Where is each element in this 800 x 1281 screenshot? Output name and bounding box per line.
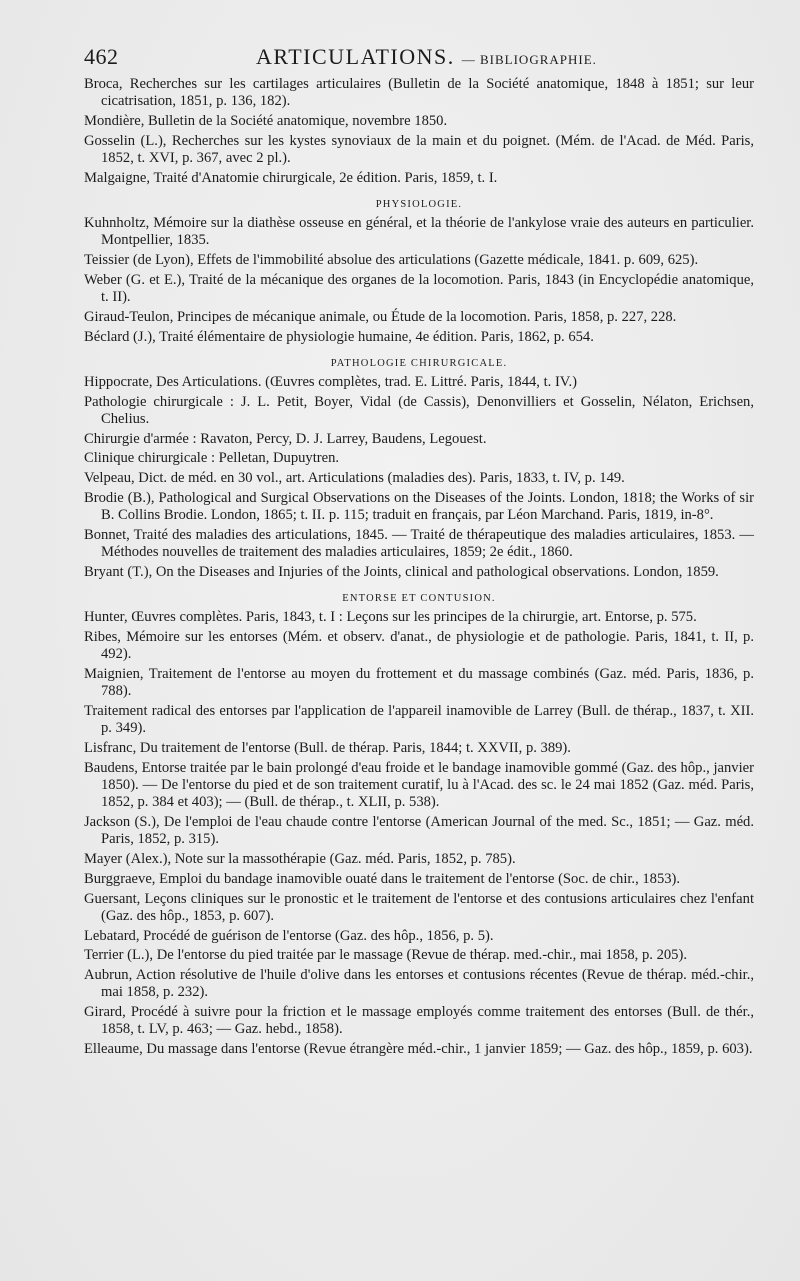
running-title-sub: — BIBLIOGRAPHIE. [461,52,597,67]
page-number: 462 [84,44,119,69]
bibliography-entry: Kuhnholtz, Mémoire sur la diathèse osseuse en général, et la théorie de l'ankylose vraie des auteurs en particulier. Montpellier, 1835. [84,215,754,249]
bibliography-entry: Bonnet, Traité des maladies des articulations, 1845. — Traité de thérapeutique des maladies articulaires, 1853. — Méthodes nouvelles de traitement des maladies articulaires, 1859; 2e édit., 1860. [84,526,754,561]
bibliography-body [84,76,754,1058]
page-header [84,40,754,76]
bibliography-entry: Traitement radical des entorses par l'application de l'appareil inamovible de Larrey (Bull. de thérap., 1837, t. XII. p. 349). [84,702,754,737]
bibliography-entry: Chirurgie d'armée : Ravaton, Percy, D. J. Larrey, Baudens, Legouest. [84,430,487,447]
bibliography-entry: Clinique chirurgicale : Pelletan, Dupuytren. [84,450,340,467]
bibliography-entry: Brodie (B.), Pathological and Surgical Observations on the Diseases of the Joints. London, 1818; the Works of sir B. Collins Brodie. London, 1865; t. II. p. 115; traduit en français, par Léon Marchand. Paris, 1819, in-8°. [84,489,754,524]
bibliography-entry: Hippocrate, Des Articulations. (Œuvres complètes, trad. E. Littré. Paris, 1844, t. IV.) [84,373,577,390]
running-title-main: ARTICULATIONS. [256,44,455,69]
bibliography-entry: Velpeau, Dict. de méd. en 30 vol., art. Articulations (maladies des). Paris, 1833, t. IV, p. 149. [84,470,625,487]
bibliography-entry: Teissier (de Lyon), Effets de l'immobilité absolue des articulations (Gazette médicale, 1841. p. 609, 625). [84,252,699,268]
bibliography-entry: Giraud-Teulon, Principes de mécanique animale, ou Étude de la locomotion. Paris, 1858, p. 227, 228. [84,308,677,325]
running-title [256,44,597,70]
bibliography-entry: Bryant (T.), On the Diseases and Injuries of the Joints, clinical and pathological observations. London, 1859. [84,563,719,580]
bibliography-entry: Terrier (L.), De l'entorse du pied traitée par le massage (Revue de thérap. med.-chir., mai 1858, p. 205). [84,947,687,964]
bibliography-entry: Burggraeve, Emploi du bandage inamovible ouaté dans le traitement de l'entorse (Soc. de chir., 1853). [84,870,681,887]
bibliography-entry: Malgaigne, Traité d'Anatomie chirurgicale, 2e édition. Paris, 1859, t. I. [84,169,498,186]
bibliography-entry: Baudens, Entorse traitée par le bain prolongé d'eau froide et le bandage inamovible gommé (Gaz. des hôp., janvier 1850). — De l'entorse du pied et de son traitement curatif, lu à l'Acad. des sc. le 24 mai 1852 (Gaz. méd. Paris, 1852, p. 384 et 403); — (Bull. de thérap., t. XLII, p. 538). [84,759,754,811]
bibliography-entry: Gosselin (L.), Recherches sur les kystes synoviaux de la main et du poignet. (Mém. de l'Acad. de Méd. Paris, 1852, t. XVI, p. 367, avec 2 pl.). [84,132,754,166]
bibliography-entry: Lisfranc, Du traitement de l'entorse (Bull. de thérap. Paris, 1844; t. XXVII, p. 389). [84,739,571,756]
bibliography-entry: Aubrun, Action résolutive de l'huile d'olive dans les entorses et contusions récentes (Revue de thérap. méd.-chir., mai 1858, p. 232). [84,967,754,1001]
bibliography-entry: Broca, Recherches sur les cartilages articulaires (Bulletin de la Société anatomique, 1848 à 1851; sur leur cicatrisation, 1851, p. 136, 182). [84,76,754,110]
bibliography-entry: Mayer (Alex.), Note sur la massothérapie (Gaz. méd. Paris, 1852, p. 785). [84,850,516,867]
bibliography-entry: Girard, Procédé à suivre pour la friction et le massage employés comme traitement des entorses (Bull. de thér., 1858, t. LV, p. 463; — Gaz. hebd., 1858). [84,1004,754,1038]
bibliography-entry: Elleaume, Du massage dans l'entorse (Revue étrangère méd.-chir., 1 janvier 1859; — Gaz. des hôp., 1859, p. 603). [84,1041,753,1058]
bibliography-entry: Béclard (J.), Traité élémentaire de physiologie humaine, 4e édition. Paris, 1862, p. 654. [84,328,594,345]
bibliography-entry: Maignien, Traitement de l'entorse au moyen du frottement et du massage combinés (Gaz. méd. Paris, 1836, p. 788). [84,665,754,700]
bibliography-entry: Weber (G. et E.), Traité de la mécanique des organes de la locomotion. Paris, 1843 (in Encyclopédie anatomique, t. II). [84,271,754,305]
bibliography-entry: Jackson (S.), De l'emploi de l'eau chaude contre l'entorse (American Journal of the med. Sc., 1851; — Gaz. méd. Paris, 1852, p. 315). [84,813,754,848]
bibliography-entry: Guersant, Leçons cliniques sur le pronostic et le traitement de l'entorse et des contusions articulaires chez l'enfant (Gaz. des hôp., 1853, p. 607). [84,890,754,924]
section-title: ENTORSE ET CONTUSION. [342,593,496,605]
bibliography-entry: Pathologie chirurgicale : J. L. Petit, Boyer, Vidal (de Cassis), Denonvilliers et Gosselin, Nélaton, Erichsen, Chelius. [84,393,754,427]
bibliography-entry: Mondière, Bulletin de la Société anatomique, novembre 1850. [84,113,448,129]
section-title: PHYSIOLOGIE. [375,199,463,210]
bibliography-entry: Lebatard, Procédé de guérison de l'entorse (Gaz. des hôp., 1856, p. 5). [84,927,494,944]
bibliography-entry: Hunter, Œuvres complètes. Paris, 1843, t. I : Leçons sur les principes de la chirurgie, art. Entorse, p. 575. [84,609,697,626]
section-title: PATHOLOGIE CHIRURGICALE. [330,357,508,369]
bibliography-entry: Ribes, Mémoire sur les entorses (Mém. et observ. d'anat., de physiologie et de pathologie. Paris, 1841, t. II, p. 492). [84,628,754,663]
